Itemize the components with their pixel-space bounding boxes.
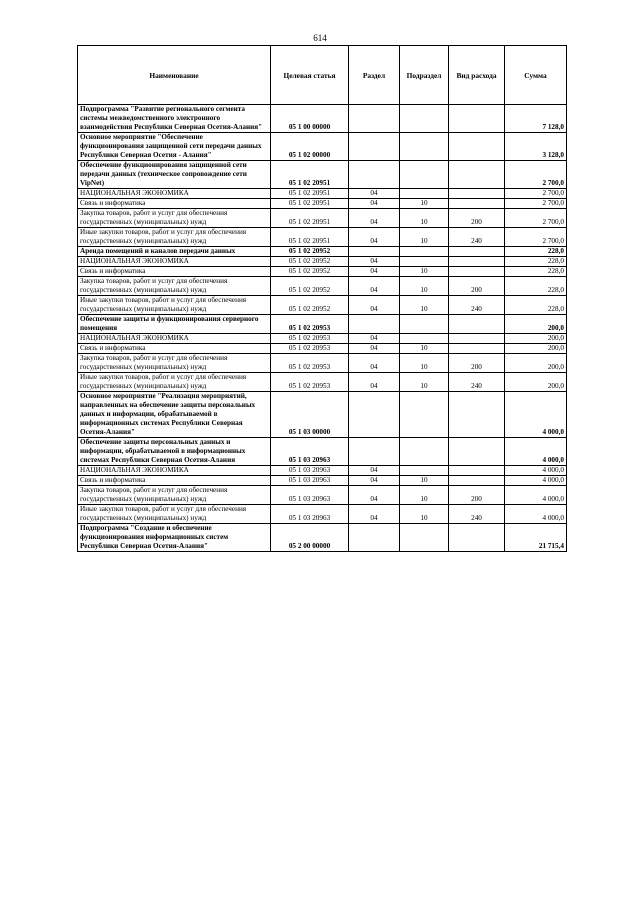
header-target: Целевая статья [271, 46, 349, 105]
cell-expense-type: 240 [449, 296, 505, 315]
cell-expense-type [449, 315, 505, 334]
cell-name: Обеспечение функционирования защищенной сети передачи данных (техническое сопровождение сети VipNet) [78, 161, 271, 189]
cell-section: 04 [349, 466, 400, 476]
cell-subsection [400, 466, 449, 476]
cell-target: 05 1 03 20963 [271, 476, 349, 486]
cell-name: НАЦИОНАЛЬНАЯ ЭКОНОМИКА [78, 189, 271, 199]
cell-sum: 200,0 [505, 373, 567, 392]
cell-name: Закупка товаров, работ и услуг для обеспечения государственных (муниципальных) нужд [78, 209, 271, 228]
table-row [78, 392, 567, 438]
table-row [78, 466, 567, 476]
cell-section [349, 438, 400, 466]
cell-name: Обеспечение защиты и функционирования серверного помещения [78, 315, 271, 334]
table-row [78, 209, 567, 228]
cell-name: Основное мероприятие "Реализация мероприятий, направленных на обеспечение защиты персональных данных и информации, обрабатываемой в информационных системах Республики Северная Осетия-Алания" [78, 392, 271, 438]
cell-name: Аренда помещений и каналов передачи данных [78, 247, 271, 257]
cell-expense-type [449, 466, 505, 476]
cell-section: 04 [349, 505, 400, 524]
cell-subsection: 10 [400, 228, 449, 247]
cell-name: Иные закупки товаров, работ и услуг для обеспечения государственных (муниципальных) нужд [78, 228, 271, 247]
cell-target: 05 1 02 20952 [271, 277, 349, 296]
cell-name: Связь и информатика [78, 344, 271, 354]
cell-name: НАЦИОНАЛЬНАЯ ЭКОНОМИКА [78, 257, 271, 267]
cell-sum: 2 700,0 [505, 209, 567, 228]
cell-target: 05 1 02 20952 [271, 247, 349, 257]
table-row [78, 334, 567, 344]
cell-section: 04 [349, 209, 400, 228]
cell-sum: 4 000,0 [505, 486, 567, 505]
table-row [78, 247, 567, 257]
cell-target: 05 1 02 20951 [271, 161, 349, 189]
cell-name: Связь и информатика [78, 199, 271, 209]
cell-subsection [400, 315, 449, 334]
cell-target: 05 1 03 20963 [271, 466, 349, 476]
table-row [78, 438, 567, 466]
cell-section: 04 [349, 373, 400, 392]
cell-sum: 4 000,0 [505, 505, 567, 524]
cell-subsection: 10 [400, 277, 449, 296]
cell-name: Обеспечение защиты персональных данных и информации, обрабатываемой в информационных системах Республики Северная Осетия-Алания [78, 438, 271, 466]
cell-sum: 228,0 [505, 296, 567, 315]
cell-section: 04 [349, 476, 400, 486]
cell-subsection: 10 [400, 505, 449, 524]
cell-section [349, 392, 400, 438]
cell-target: 05 1 03 20963 [271, 505, 349, 524]
cell-expense-type [449, 105, 505, 133]
cell-sum: 2 700,0 [505, 189, 567, 199]
cell-subsection [400, 524, 449, 552]
cell-name: Иные закупки товаров, работ и услуг для обеспечения государственных (муниципальных) нужд [78, 296, 271, 315]
cell-target: 05 1 02 20953 [271, 373, 349, 392]
cell-expense-type: 200 [449, 354, 505, 373]
cell-expense-type [449, 247, 505, 257]
table-row [78, 228, 567, 247]
cell-expense-type [449, 524, 505, 552]
cell-expense-type [449, 438, 505, 466]
cell-expense-type [449, 476, 505, 486]
cell-sum: 2 700,0 [505, 228, 567, 247]
cell-expense-type [449, 161, 505, 189]
cell-expense-type [449, 189, 505, 199]
header-subsection: Подраздел [400, 46, 449, 105]
table-row [78, 476, 567, 486]
cell-sum: 21 715,4 [505, 524, 567, 552]
cell-target: 05 1 03 20963 [271, 486, 349, 505]
page-number: 614 [313, 33, 327, 43]
cell-sum: 228,0 [505, 277, 567, 296]
table-row [78, 133, 567, 161]
cell-expense-type: 240 [449, 228, 505, 247]
cell-subsection: 10 [400, 209, 449, 228]
cell-section: 04 [349, 296, 400, 315]
table-row [78, 315, 567, 334]
table-row [78, 257, 567, 267]
table-row [78, 267, 567, 277]
cell-name: Подпрограмма "Создание и обеспечение функционирования информационных систем Республики Северная Осетия-Алания" [78, 524, 271, 552]
header-section: Раздел [349, 46, 400, 105]
header-sum: Сумма [505, 46, 567, 105]
table-row [78, 524, 567, 552]
cell-target: 05 1 02 20953 [271, 354, 349, 373]
cell-subsection [400, 189, 449, 199]
cell-sum: 200,0 [505, 315, 567, 334]
cell-section: 04 [349, 199, 400, 209]
cell-name: Закупка товаров, работ и услуг для обеспечения государственных (муниципальных) нужд [78, 354, 271, 373]
cell-sum: 3 128,0 [505, 133, 567, 161]
cell-expense-type: 200 [449, 277, 505, 296]
table-row [78, 296, 567, 315]
cell-name: Связь и информатика [78, 267, 271, 277]
table-row [78, 199, 567, 209]
cell-target: 05 2 00 00000 [271, 524, 349, 552]
table-row [78, 486, 567, 505]
cell-target: 05 1 02 20951 [271, 199, 349, 209]
cell-section [349, 105, 400, 133]
cell-target: 05 1 03 20963 [271, 438, 349, 466]
cell-section [349, 524, 400, 552]
cell-name: Основное мероприятие "Обеспечение функционирования защищенной сети передачи данных Республики Северная Осетия - Алания" [78, 133, 271, 161]
table-row [78, 505, 567, 524]
cell-subsection [400, 257, 449, 267]
cell-target: 05 1 03 00000 [271, 392, 349, 438]
cell-sum: 2 700,0 [505, 161, 567, 189]
cell-section: 04 [349, 277, 400, 296]
cell-target: 05 1 02 20951 [271, 189, 349, 199]
cell-subsection [400, 438, 449, 466]
cell-section: 04 [349, 267, 400, 277]
table-body [78, 105, 567, 552]
table-row [78, 105, 567, 133]
cell-target: 05 1 02 20952 [271, 267, 349, 277]
cell-expense-type: 200 [449, 209, 505, 228]
cell-expense-type [449, 267, 505, 277]
cell-expense-type [449, 334, 505, 344]
cell-section: 04 [349, 354, 400, 373]
cell-target: 05 1 02 20951 [271, 228, 349, 247]
cell-sum: 228,0 [505, 247, 567, 257]
cell-expense-type [449, 199, 505, 209]
cell-subsection [400, 247, 449, 257]
cell-subsection: 10 [400, 199, 449, 209]
cell-subsection [400, 133, 449, 161]
cell-section [349, 133, 400, 161]
cell-expense-type [449, 133, 505, 161]
table-row [78, 344, 567, 354]
cell-section: 04 [349, 257, 400, 267]
cell-section: 04 [349, 344, 400, 354]
cell-section: 04 [349, 334, 400, 344]
cell-sum: 228,0 [505, 267, 567, 277]
cell-sum: 4 000,0 [505, 466, 567, 476]
cell-target: 05 1 00 00000 [271, 105, 349, 133]
cell-subsection: 10 [400, 476, 449, 486]
cell-name: Иные закупки товаров, работ и услуг для обеспечения государственных (муниципальных) нужд [78, 505, 271, 524]
cell-section: 04 [349, 228, 400, 247]
cell-target: 05 1 02 20952 [271, 296, 349, 315]
table-row [78, 373, 567, 392]
cell-name: Закупка товаров, работ и услуг для обеспечения государственных (муниципальных) нужд [78, 277, 271, 296]
cell-target: 05 1 02 20953 [271, 334, 349, 344]
cell-section [349, 315, 400, 334]
cell-subsection: 10 [400, 267, 449, 277]
cell-sum: 7 128,0 [505, 105, 567, 133]
cell-expense-type [449, 344, 505, 354]
budget-table [77, 45, 567, 552]
cell-sum: 2 700,0 [505, 199, 567, 209]
cell-subsection [400, 392, 449, 438]
cell-sum: 200,0 [505, 334, 567, 344]
cell-name: Подпрограмма "Развитие регионального сегмента системы межведомственного электронного взаимодействия Республики Северная Осетия-Алания" [78, 105, 271, 133]
cell-subsection: 10 [400, 373, 449, 392]
cell-sum: 4 000,0 [505, 476, 567, 486]
cell-target: 05 1 02 20951 [271, 209, 349, 228]
cell-expense-type [449, 257, 505, 267]
cell-section [349, 247, 400, 257]
cell-sum: 200,0 [505, 344, 567, 354]
cell-subsection: 10 [400, 486, 449, 505]
cell-name: Связь и информатика [78, 476, 271, 486]
cell-sum: 228,0 [505, 257, 567, 267]
cell-expense-type: 200 [449, 486, 505, 505]
cell-subsection: 10 [400, 344, 449, 354]
cell-subsection: 10 [400, 296, 449, 315]
cell-subsection [400, 334, 449, 344]
cell-sum: 4 000,0 [505, 438, 567, 466]
table-row [78, 277, 567, 296]
cell-subsection: 10 [400, 354, 449, 373]
cell-target: 05 1 02 20953 [271, 315, 349, 334]
cell-target: 05 1 02 00000 [271, 133, 349, 161]
table-row [78, 189, 567, 199]
cell-expense-type: 240 [449, 505, 505, 524]
header-expense-type: Вид расхода [449, 46, 505, 105]
cell-section: 04 [349, 189, 400, 199]
cell-name: НАЦИОНАЛЬНАЯ ЭКОНОМИКА [78, 334, 271, 344]
cell-section [349, 161, 400, 189]
table-row [78, 161, 567, 189]
cell-subsection [400, 161, 449, 189]
cell-sum: 4 000,0 [505, 392, 567, 438]
cell-name: Закупка товаров, работ и услуг для обеспечения государственных (муниципальных) нужд [78, 486, 271, 505]
cell-expense-type: 240 [449, 373, 505, 392]
cell-target: 05 1 02 20952 [271, 257, 349, 267]
cell-sum: 200,0 [505, 354, 567, 373]
cell-name: Иные закупки товаров, работ и услуг для обеспечения государственных (муниципальных) нужд [78, 373, 271, 392]
cell-expense-type [449, 392, 505, 438]
cell-name: НАЦИОНАЛЬНАЯ ЭКОНОМИКА [78, 466, 271, 476]
table-header-row [78, 46, 567, 105]
cell-subsection [400, 105, 449, 133]
cell-section: 04 [349, 486, 400, 505]
header-name: Наименование [78, 46, 271, 105]
table-row [78, 354, 567, 373]
cell-target: 05 1 02 20953 [271, 344, 349, 354]
